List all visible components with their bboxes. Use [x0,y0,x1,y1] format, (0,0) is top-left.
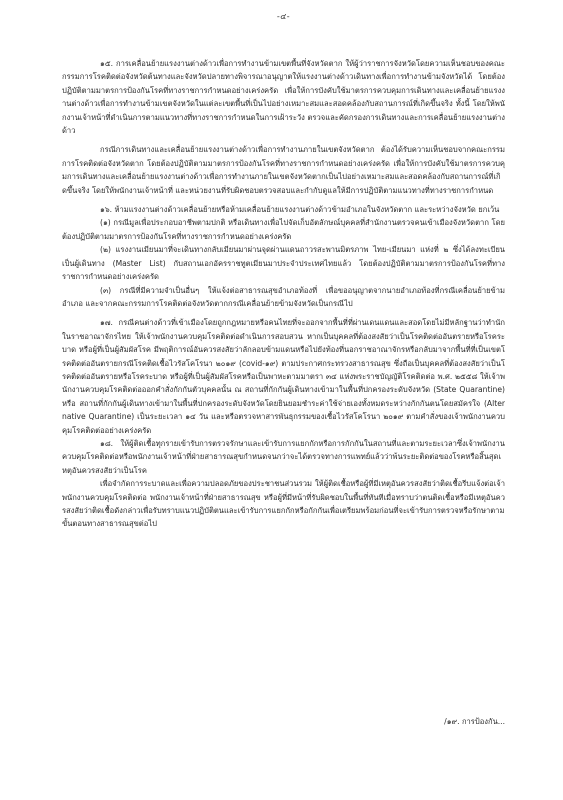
clause-15-subparagraph: กรณีการเดินทางและเคลื่อนย้ายแรงงานต่างด้าวเพื่อการทำงานภายในเขตจังหวัดตาก ต้องได้รับความเห็นชอบจากคณะกรรมการโรคติดต่อจังหวัดตาก โดยต้องปฏิบัติตามมาตรการป้องกันโรคที่ทางราชการกำหนดอย่างเคร่งครัด เพื่อให้การบังคับใช้มาตรการควบคุมการเดินทางและเคลื่อนย้ายแรงงานต่างด้าวเพื่อการทำงานภายในเขตจังหวัดตากเป็นไปอย่างเหมาะสมและสอดคล้องกับสถานการณ์ที่เกิดขึ้นจริง โดยให้พนักงานเจ้าหน้าที่ และหน่วยงานที่รับผิดชอบตรวจสอบและกำกับดูแลให้มีการปฏิบัติตามแนวทางที่ทางราชการกำหนด [62,145,505,195]
clause-16-paragraph: ๑๖. ห้ามแรงงานต่างด้าวเคลื่อนย้ายหรือห้ามเคลื่อนย้ายแรงงานต่างด้าวข้ามอำเภอในจังหวัดตาก และระหว่างจังหวัด ยกเว้น [100,205,500,215]
clause-18-paragraph: ๑๘. ให้ผู้ติดเชื้อทุกรายเข้ารับการตรวจรักษาและเข้ารับการแยกกักหรือการกักกันในสถานที่และตามระยะเวลาซึ่งเจ้าพนักงานควบคุมโรคติดต่อหรือพนักงานเจ้าหน้าที่ฝ่ายสาธารณสุขกำหนดจนกว่าจะได้ตรวจทางการแพทย์แล้วว่าพ้นระยะติดต่อของโรคหรือสิ้นสุดเหตุอันควรสงสัยว่าเป็นโรค [62,438,505,475]
page-number: -๔- [276,12,291,21]
clause-16-item-2: (๒) แรงงานเมียนมาที่จะเดินทางกลับเมียนมาผ่านจุดผ่านแดนถาวรสะพานมิตรภาพ ไทย-เมียนมา แห่งที่ ๒ ซึ่งได้ลงทะเบียนเป็นผู้เดินทาง (Master List) กับสถานเอกอัครราชทูตเมียนมาประจำประเทศไทยแล้ว โดยต้องปฏิบัติตามมาตรการป้องกันโรคที่ทางราชการกำหนดอย่างเคร่งครัด [62,245,505,282]
clause-16-item-1: (๑) กรณีมูลเพื่อประกอบอาชีพตามปกติ หรือเดินทางเพื่อไปจัดเก็บอัตลักษณ์บุคคลที่สำนักงานตรวจคนเข้าเมืองจังหวัดตาก โดยต้องปฏิบัติตามมาตรการป้องกันโรคที่ทางราชการกำหนดอย่างเคร่งครัด [62,218,505,241]
clause-17-paragraph: ๑๗. กรณีคนต่างด้าวที่เข้าเมืองโดยถูกกฎหมายหรือคนไทยที่จะออกจากพื้นที่ที่ผ่านเดนแดนและสอดโดยไม่มีหลักฐานว่าทำนักในราชอาณาจักรไทย ให้เจ้าพนักงานควบคุมโรคติดต่อดำเนินการสอบสวน หากเป็นบุคคลที่ต้องสงสัยว่าเป็นโรคติดต่ออันตรายหรือโรคระบาด หรือผู้ที่เป็นผู้สัมผัสโรค มีพฤติการณ์อันควรสงสัยว่าลักลอบข้ามแดนหรือไปยังท้องที่นอกราชอาณาจักรหรือกลับมาจากพื้นที่ที่เป็นเขตโรคติดต่ออันตรายกรณีโรคติดเชื้อไวรัสโคโรนา ๒๐๑๙ (covid-๑๙) ตามประกาศกระทรวงสาธารณสุข ซึ่งถือเป็นบุคคลที่ต้องสงสัยว่าเป็นโรคติดต่ออันตรายหรือโรคระบาด หรือผู้ที่เป็นผู้สัมผัสโรคหรือเป็นพาหะตามมาตรา ๓๔ แห่งพระราชบัญญัติโรคติดต่อ พ.ศ. ๒๕๕๘ ให้เจ้าพนักงานควบคุมโรคติดต่อออกคำสั่งกักกันตัวบุคคลนั้น ณ สถานที่กักกันผู้เดินทางเข้ามาในพื้นที่ปกครองระดับจังหวัด (State Quarantine) หรือ สถานที่กักกันผู้เดินทางเข้ามาในพื้นที่ปกครองระดับจังหวัดโดยยินยอมชำระค่าใช้จ่ายเองทั้งหมดระหว่างกักกันตนโดยสมัครใจ (Alternative Quarantine) เป็นระยะเวลา ๑๔ วัน และหรือตรวจหาสารพันธุกรรมของเชื้อไวรัสโคโรนา ๒๐๑๙ ตามคำสั่งของเจ้าพนักงานควบคุมโรคติดต่ออย่างเคร่งครัด [62,318,505,435]
clause-15-paragraph: ๑๕. การเคลื่อนย้ายแรงงานต่างด้าวเพื่อการทำงานข้ามเขตพื้นที่จังหวัดตาก ให้ผู้ว่าราชการจังหวัดโดยความเห็นชอบของคณะกรรมการโรคติดต่อจังหวัดต้นทางและจังหวัดปลายทางพิจารณาอนุญาตให้แรงงานต่างด้าวเดินทางเพื่อการทำงานข้ามจังหวัดได้ โดยต้องปฏิบัติตามมาตรการป้องกันโรคที่ทางราชการกำหนดอย่างเคร่งครัด เพื่อให้การบังคับใช้มาตรการควบคุมการเดินทางและเคลื่อนย้ายแรงงานต่างด้าวเพื่อการทำงานข้ามเขตจังหวัดในแต่ละเขตพื้นที่เป็นไปอย่างเหมาะสมและสอดคล้องกับสถานการณ์ที่เกิดขึ้นจริง ทั้งนี้ โดยให้พนักงานเจ้าหน้าที่ดำเนินการตามแนวทางที่ทางราชการกำหนดในการเฝ้าระวัง ตรวจและคัดกรองการเดินทางและการเคลื่อนย้ายแรงงานต่างด้าว [62,59,505,136]
continuation-marker: /๑๙. การป้องกัน... [444,717,505,726]
clause-18-subparagraph: เพื่อจำกัดการระบาดและเพื่อความปลอดภัยของประชาชนส่วนรวม ให้ผู้ติดเชื้อหรือผู้ที่มีเหตุอันควรสงสัยว่าติดเชื้อรีบแจ้งต่อเจ้าพนักงานควบคุมโรคติดต่อ พนักงานเจ้าหน้าที่ฝ่ายสาธารณสุข หรือผู้ที่มีหน้าที่รับผิดชอบในพื้นที่ทันทีเมื่อทราบว่าตนติดเชื้อหรือมีเหตุอันควรสงสัยว่าติดเชื้อดังกล่าวเพื่อรับทราบแนวปฏิบัติตนและเข้ารับการแยกกักหรือกักกันเพื่อเตรียมพร้อมก่อนที่จะเข้ารับการตรวจหรือรักษาตามขั้นตอนทางสาธารณสุขต่อไป [62,479,505,529]
clause-16-item-3: (๓) กรณีที่มีความจำเป็นอื่นๆ ให้แจ้งต่อสาธารณสุขอำเภอท้องที่ เพื่อขออนุญาตจากนายอำเภอท้องที่กรณีเคลื่อนย้ายข้ามอำเภอ และจากคณะกรรมการโรคติดต่อจังหวัดตากกรณีเคลื่อนย้ายข้ามจังหวัดเป็นกรณีไป [62,285,505,308]
